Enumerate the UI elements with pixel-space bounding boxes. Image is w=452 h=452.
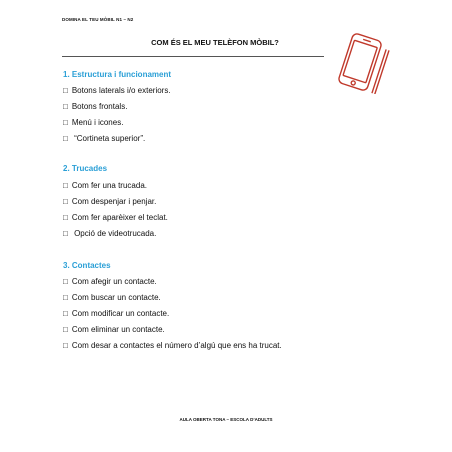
list-item: □ Opció de videotrucada. [63,229,157,238]
header-course-label: DOMINA EL TEU MÒBIL N1 – N2 [62,17,134,22]
checkbox: □ [63,325,68,334]
section-title: 1. Estructura i funcionament [63,70,172,79]
list-item: □ Menú i icones. [63,118,124,127]
list-item: □ Com despenjar i penjar. [63,197,157,206]
list-item: □ Com fer aparèixer el teclat. [63,213,168,222]
checkbox: □ [63,213,68,222]
page-footer: AULA OBERTA TONA – ESCOLA D’ADULTS [179,417,273,422]
section-title: 3. Contactes [63,261,111,270]
checkbox: □ [63,197,68,206]
section-title: 2. Trucades [63,164,108,173]
checkbox: □ [63,341,68,350]
title-underline [62,56,324,57]
checkbox: □ [63,181,68,190]
list-item: □ Com modificar un contacte. [63,309,170,318]
list-item: □ Com eliminar un contacte. [63,325,165,334]
page-title: COM ÉS EL MEU TELÈFON MÒBIL? [151,38,279,47]
checkbox: □ [63,229,68,238]
list-item: □ Botons frontals. [63,102,128,111]
checkbox: □ [63,309,68,318]
checkbox: □ [63,118,68,127]
list-item: □ Com fer una trucada. [63,181,147,190]
phone-icon [336,32,392,94]
checkbox: □ [63,102,68,111]
list-item: □ Com desar a contactes el número d’algú que ens ha trucat. [63,341,282,350]
list-item: □ Botons laterals i/o exteriors. [63,86,171,95]
checkbox: □ [63,293,68,302]
list-item: □ Com buscar un contacte. [63,293,161,302]
list-item: □ Com afegir un contacte. [63,277,157,286]
list-item: □ “Cortineta superior”. [63,134,146,143]
checkbox: □ [63,134,68,143]
checkbox: □ [63,277,68,286]
checkbox: □ [63,86,68,95]
